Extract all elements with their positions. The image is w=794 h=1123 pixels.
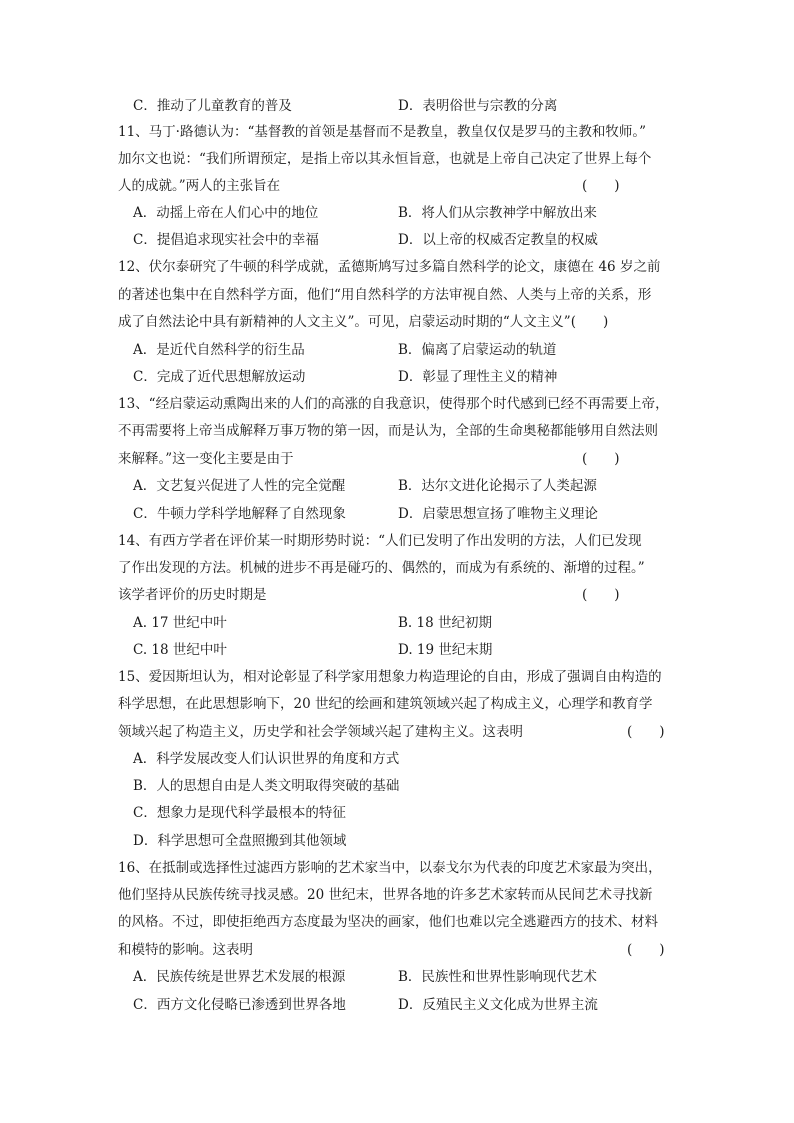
question-15-line-3: 领域兴起了构造主义，历史学和社会学领域兴起了建构主义。这表明 [118,724,523,740]
question-15-option-d: D．科学思想可全盘照搬到其他领域 [133,833,347,849]
question-16-line-2: 他们坚持从民族传统寻找灵感。20 世纪末，世界各地的许多艺术家转而从民间艺术寻找新 [118,887,653,903]
question-12-line-2: 的著述也集中在自然科学方面，他们“用自然科学的方法审视自然、人类与上帝的关系，形 [118,287,652,303]
question-16-line-1: 16、在抵制或选择性过滤西方影响的艺术家当中，以泰戈尔为代表的印度艺术家最为突出， [118,860,662,876]
question-15-option-c: C．想象力是现代科学最根本的特征 [133,805,346,821]
answer-blank: ( ) [582,451,620,467]
question-14-option-b: B. 18 世纪初期 [398,615,492,631]
question-11-option-b: B．将人们从宗教神学中解放出来 [398,205,597,221]
question-14-line-1: 14、有西方学者在评价某一时期形势时说：“人们已发明了作出发明的方法，人们已发现 [118,533,642,549]
question-14-line-3: 该学者评价的历史时期是 [118,587,267,603]
question-14-option-a: A. 17 世纪中叶 [133,615,227,631]
question-15-option-b: B．人的思想自由是人类文明取得突破的基础 [133,778,400,794]
question-15-line-2: 科学思想，在此思想影响下，20 世纪的绘画和建筑领域兴起了构成主义，心理学和教育学 [118,696,653,712]
q10-option-c: C．推动了儿童教育的普及 [133,98,292,114]
question-15-option-a: A．科学发展改变人们认识世界的角度和方式 [133,751,400,767]
question-13-line-3: 来解释。”这一变化主要是由于 [118,451,294,467]
question-13-line-2: 不再需要将上帝当成解释万事万物的第一因，而是认为，全部的生命奥秘都能够用自然法则 [118,423,658,439]
question-11-option-d: D．以上帝的权威否定教皇的权威 [398,232,598,248]
question-16-option-a: A．民族传统是世界艺术发展的根源 [133,969,346,985]
answer-blank: ( ) [582,178,620,194]
question-16-line-3: 的风格。不过，即使拒绝西方态度最为坚决的画家，他们也难以完全逃避西方的技术、材料 [118,914,658,930]
question-12-option-a: A．是近代自然科学的衍生品 [133,342,305,358]
question-13-option-c: C．牛顿力学科学地解释了自然现象 [133,506,346,522]
question-16-option-b: B．民族性和世界性影响现代艺术 [398,969,597,985]
question-14-option-d: D. 19 世纪末期 [398,642,493,658]
question-11-option-a: A．动摇上帝在人们心中的地位 [133,205,319,221]
question-13-line-1: 13、“经启蒙运动熏陶出来的人们的高涨的自我意识，使得那个时代感到已经不再需要上帝， [118,396,669,412]
question-13-option-d: D．启蒙思想宣扬了唯物主义理论 [398,506,598,522]
answer-blank: ( ) [627,724,665,740]
question-12-option-c: C．完成了近代思想解放运动 [133,369,306,385]
question-13-option-b: B．达尔文进化论揭示了人类起源 [398,478,597,494]
q10-option-d: D．表明俗世与宗教的分离 [398,98,558,114]
answer-blank: ( ) [627,942,665,958]
question-14-line-2: 了作出发现的方法。机械的进步不再是碰巧的、偶然的，而成为有系统的、渐增的过程。” [118,560,645,576]
question-11-line-2: 加尔文也说：“我们所谓预定，是指上帝以其永恒旨意，也就是上帝自己决定了世界上每个 [118,151,652,167]
answer-blank: ( ) [582,587,620,603]
question-11-line-1: 11、马丁·路德认为：“基督教的首领是基督而不是教皇，教皇仅仅是罗马的主教和牧师。” [118,124,647,140]
question-16-line-4: 和模特的影响。这表明 [118,942,253,958]
question-12-line-1: 12、伏尔泰研究了牛顿的科学成就，孟德斯鸠写过多篇自然科学的论文，康德在 46 岁之前 [118,259,661,275]
question-14-option-c: C. 18 世纪中叶 [133,642,227,658]
question-12-option-b: B．偏离了启蒙运动的轨道 [398,342,557,358]
question-12-option-d: D．彰显了理性主义的精神 [398,369,558,385]
question-11-line-3: 人的成就。”两人的主张旨在 [118,178,281,194]
question-12-line-3: 成了自然法论中具有新精神的人文主义”。可见，启蒙运动时期的“人文主义”( ) [118,314,609,330]
question-16-option-c: C．西方文化侵略已渗透到世界各地 [133,997,346,1013]
question-13-option-a: A．文艺复兴促进了人性的完全觉醒 [133,478,346,494]
question-15-line-1: 15、爱因斯坦认为，相对论彰显了科学家用想象力构造理论的自由，形成了强调自由构造的 [118,669,662,685]
question-11-option-c: C．提倡追求现实社会中的幸福 [133,232,319,248]
question-16-option-d: D．反殖民主义文化成为世界主流 [398,997,598,1013]
